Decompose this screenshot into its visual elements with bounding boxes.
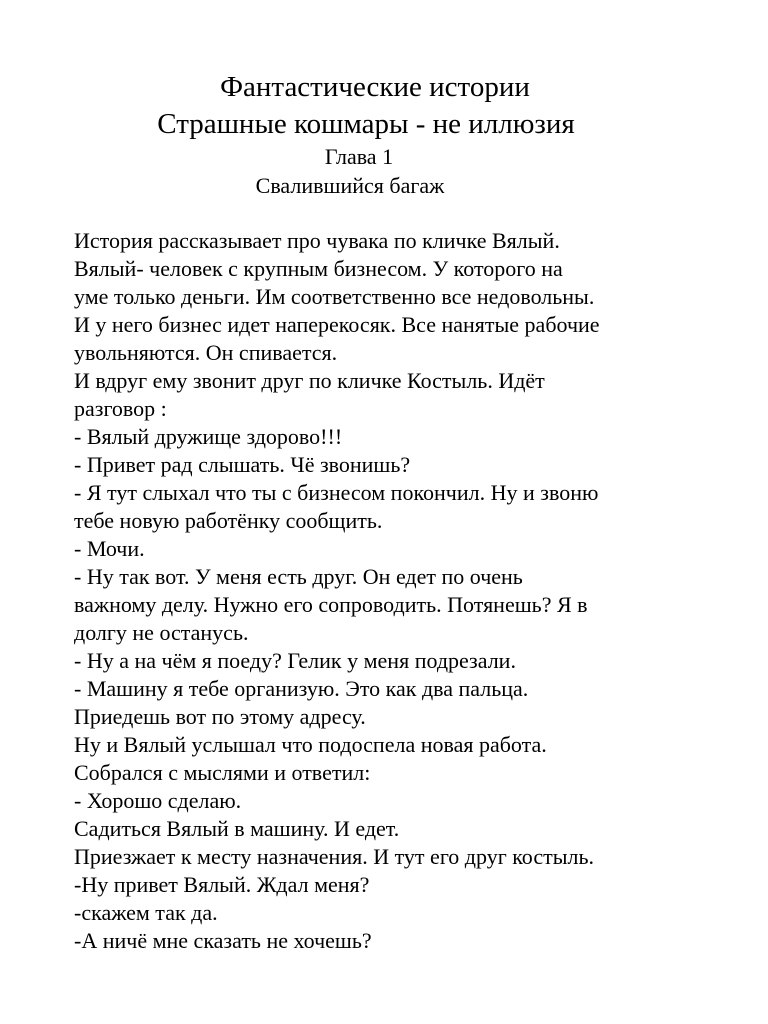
body-text	[74, 227, 734, 955]
series-title: Фантастические истории	[220, 71, 530, 103]
text-line: - Мочи.	[74, 536, 145, 561]
text-line: История рассказывает про чувака по кличке Вялый.	[74, 228, 560, 253]
text-line: тебе новую работёнку сообщить.	[74, 508, 383, 533]
chapter-number: Глава 1	[324, 144, 394, 169]
text-line: важному делу. Нужно его сопроводить. Потянешь? Я в	[74, 592, 588, 617]
text-line: - Вялый дружище здорово!!!	[74, 424, 343, 449]
text-line: Садиться Вялый в машину. И едет.	[74, 816, 400, 841]
text-line: -скажем так да.	[74, 900, 218, 925]
text-line: - Я тут слыхал что ты с бизнесом покончил. Ну и звоню	[74, 480, 599, 505]
text-line: - Хорошо сделаю.	[74, 788, 242, 813]
text-line: Ну и Вялый услышал что подоспела новая работа.	[74, 732, 547, 757]
text-line: -Ну привет Вялый. Ждал меня?	[74, 872, 370, 897]
book-title: Страшные кошмары - не иллюзия	[157, 108, 575, 140]
text-line: -А ничё мне сказать не хочешь?	[74, 928, 372, 953]
text-line: разговор :	[74, 396, 167, 421]
text-line: И у него бизнес идет наперекосяк. Все нанятые рабочие	[74, 312, 600, 337]
text-line: - Машину я тебе организую. Это как два пальца.	[74, 676, 529, 701]
text-line: - Ну а на чём я поеду? Гелик у меня подрезали.	[74, 648, 516, 673]
chapter-title: Свалившийся багаж	[255, 173, 445, 198]
text-line: Приезжает к месту назначения. И тут его друг костыль.	[74, 844, 595, 869]
text-line: Приедешь вот по этому адресу.	[74, 704, 366, 729]
text-line: долгу не останусь.	[74, 620, 249, 645]
text-line: увольняются. Он спивается.	[74, 340, 338, 365]
text-line: Собрался с мыслями и ответил:	[74, 760, 371, 785]
text-line: Вялый- человек с крупным бизнесом. У которого на	[74, 256, 563, 281]
text-line: уме только деньги. Им соответственно все недовольны.	[74, 284, 595, 309]
text-line: И вдруг ему звонит друг по кличке Костыль. Идёт	[74, 368, 545, 393]
text-line: - Привет рад слышать. Чё звонишь?	[74, 452, 411, 477]
text-line: - Ну так вот. У меня есть друг. Он едет по очень	[74, 564, 523, 589]
